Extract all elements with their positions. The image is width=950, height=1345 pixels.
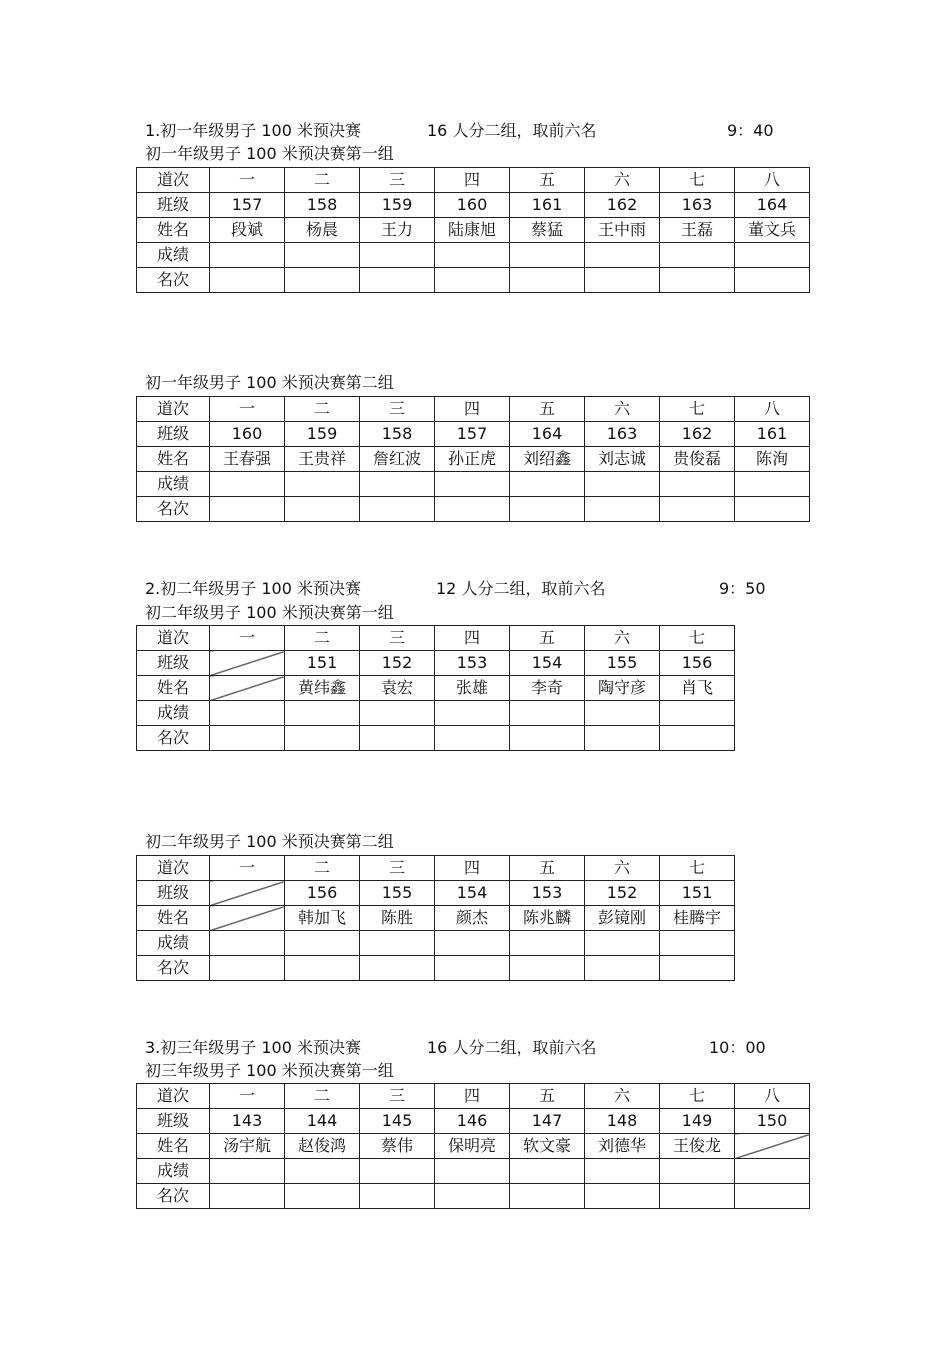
result-cell bbox=[585, 701, 660, 726]
class-cell: 149 bbox=[660, 1109, 735, 1134]
row-label: 班级 bbox=[137, 651, 210, 676]
lane-cell: 五 bbox=[510, 168, 585, 193]
rank-cell bbox=[360, 1184, 435, 1209]
result-cell bbox=[360, 243, 435, 268]
rank-cell bbox=[660, 956, 735, 981]
lane-cell: 一 bbox=[210, 1084, 285, 1109]
row-label: 姓名 bbox=[137, 447, 210, 472]
result-cell bbox=[285, 931, 360, 956]
rank-cell bbox=[660, 1184, 735, 1209]
event-title: 3.初三年级男子 100 米预决赛 bbox=[145, 1038, 361, 1057]
group-title: 初二年级男子 100 米预决赛第一组 bbox=[145, 603, 394, 622]
result-cell bbox=[585, 243, 660, 268]
class-cell: 151 bbox=[285, 651, 360, 676]
athlete-name-cell: 王磊 bbox=[660, 218, 735, 243]
rank-cell bbox=[435, 726, 510, 751]
lane-cell: 二 bbox=[285, 1084, 360, 1109]
class-cell: 152 bbox=[585, 881, 660, 906]
class-cell: 155 bbox=[585, 651, 660, 676]
rank-cell bbox=[510, 1184, 585, 1209]
row-label: 名次 bbox=[137, 1184, 210, 1209]
lane-cell: 三 bbox=[360, 168, 435, 193]
rank-cell bbox=[735, 1184, 810, 1209]
event-title: 1.初一年级男子 100 米预决赛 bbox=[145, 121, 361, 140]
lane-cell: 五 bbox=[510, 1084, 585, 1109]
row-label: 名次 bbox=[137, 956, 210, 981]
row-label: 成绩 bbox=[137, 1159, 210, 1184]
lane-cell: 七 bbox=[660, 626, 735, 651]
class-cell: 161 bbox=[735, 422, 810, 447]
rank-cell bbox=[210, 956, 285, 981]
lane-cell: 七 bbox=[660, 168, 735, 193]
row-label: 成绩 bbox=[137, 701, 210, 726]
athlete-name-cell: 王力 bbox=[360, 218, 435, 243]
empty-lane-cell bbox=[735, 1134, 810, 1159]
athlete-name-cell: 袁宏 bbox=[360, 676, 435, 701]
lane-cell: 六 bbox=[585, 1084, 660, 1109]
heat-table bbox=[136, 167, 810, 293]
lane-row bbox=[137, 1084, 810, 1109]
lane-cell: 三 bbox=[360, 397, 435, 422]
lane-cell: 八 bbox=[735, 168, 810, 193]
result-cell bbox=[660, 243, 735, 268]
rank-cell bbox=[285, 268, 360, 293]
rank-cell bbox=[435, 268, 510, 293]
rank-cell bbox=[735, 497, 810, 522]
lane-row bbox=[137, 168, 810, 193]
result-cell bbox=[285, 701, 360, 726]
rank-cell bbox=[660, 497, 735, 522]
result-cell bbox=[735, 1159, 810, 1184]
athlete-name-cell: 段斌 bbox=[210, 218, 285, 243]
group-title: 初三年级男子 100 米预决赛第一组 bbox=[145, 1061, 394, 1080]
heat-table bbox=[136, 625, 735, 751]
result-cell bbox=[435, 931, 510, 956]
rank-cell bbox=[360, 497, 435, 522]
class-cell: 156 bbox=[660, 651, 735, 676]
event-time: 9：50 bbox=[719, 579, 766, 598]
athlete-name-cell: 陈胜 bbox=[360, 906, 435, 931]
rank-cell bbox=[660, 268, 735, 293]
athlete-name-cell: 赵俊鸿 bbox=[285, 1134, 360, 1159]
athlete-name-cell: 刘绍鑫 bbox=[510, 447, 585, 472]
event-note: 12 人分二组，取前六名 bbox=[436, 579, 606, 598]
athlete-name-cell: 彭镜刚 bbox=[585, 906, 660, 931]
empty-lane-cell bbox=[210, 881, 285, 906]
class-cell: 159 bbox=[285, 422, 360, 447]
result-cell bbox=[435, 701, 510, 726]
class-cell: 143 bbox=[210, 1109, 285, 1134]
row-label: 道次 bbox=[137, 397, 210, 422]
result-cell bbox=[735, 472, 810, 497]
row-label: 道次 bbox=[137, 856, 210, 881]
name-row bbox=[137, 1134, 810, 1159]
rank-row bbox=[137, 726, 735, 751]
class-cell: 164 bbox=[735, 193, 810, 218]
event-3-heading bbox=[145, 1038, 845, 1058]
empty-lane-cell bbox=[210, 906, 285, 931]
athlete-name-cell: 王中雨 bbox=[585, 218, 660, 243]
rank-cell bbox=[435, 956, 510, 981]
class-row bbox=[137, 193, 810, 218]
result-cell bbox=[660, 472, 735, 497]
row-label: 道次 bbox=[137, 1084, 210, 1109]
class-cell: 164 bbox=[510, 422, 585, 447]
event-note: 16 人分二组，取前六名 bbox=[427, 1038, 597, 1057]
event-time: 9：40 bbox=[727, 121, 774, 140]
rank-cell bbox=[735, 268, 810, 293]
class-cell: 145 bbox=[360, 1109, 435, 1134]
result-cell bbox=[660, 701, 735, 726]
rank-cell bbox=[210, 497, 285, 522]
athlete-name-cell: 韩加飞 bbox=[285, 906, 360, 931]
athlete-name-cell: 张雄 bbox=[435, 676, 510, 701]
empty-lane-cell bbox=[210, 676, 285, 701]
rank-cell bbox=[285, 497, 360, 522]
row-label: 姓名 bbox=[137, 906, 210, 931]
row-label: 姓名 bbox=[137, 676, 210, 701]
result-cell bbox=[435, 472, 510, 497]
class-cell: 154 bbox=[435, 881, 510, 906]
athlete-name-cell: 杨晨 bbox=[285, 218, 360, 243]
name-row bbox=[137, 906, 735, 931]
result-cell bbox=[660, 931, 735, 956]
event-1-heading bbox=[145, 121, 845, 141]
lane-cell: 一 bbox=[210, 856, 285, 881]
rank-cell bbox=[210, 726, 285, 751]
lane-cell: 四 bbox=[435, 397, 510, 422]
row-label: 道次 bbox=[137, 168, 210, 193]
rank-cell bbox=[285, 956, 360, 981]
rank-cell bbox=[585, 726, 660, 751]
lane-cell: 二 bbox=[285, 626, 360, 651]
row-label: 名次 bbox=[137, 268, 210, 293]
class-cell: 156 bbox=[285, 881, 360, 906]
class-cell: 147 bbox=[510, 1109, 585, 1134]
group-title: 初一年级男子 100 米预决赛第一组 bbox=[145, 144, 394, 163]
group-title: 初二年级男子 100 米预决赛第二组 bbox=[145, 832, 394, 851]
athlete-name-cell: 保明亮 bbox=[435, 1134, 510, 1159]
class-cell: 163 bbox=[585, 422, 660, 447]
class-cell: 162 bbox=[585, 193, 660, 218]
heat-table bbox=[136, 1083, 810, 1209]
heat-table bbox=[136, 396, 810, 522]
result-cell bbox=[660, 1159, 735, 1184]
result-cell bbox=[510, 931, 585, 956]
athlete-name-cell: 软文豪 bbox=[510, 1134, 585, 1159]
athlete-name-cell: 桂腾宇 bbox=[660, 906, 735, 931]
row-label: 班级 bbox=[137, 881, 210, 906]
row-label: 成绩 bbox=[137, 243, 210, 268]
row-label: 名次 bbox=[137, 726, 210, 751]
rank-cell bbox=[585, 268, 660, 293]
rank-cell bbox=[360, 956, 435, 981]
rank-cell bbox=[510, 956, 585, 981]
result-cell bbox=[285, 1159, 360, 1184]
result-cell bbox=[735, 243, 810, 268]
event-note: 16 人分二组，取前六名 bbox=[427, 121, 597, 140]
lane-cell: 七 bbox=[660, 397, 735, 422]
name-row bbox=[137, 218, 810, 243]
athlete-name-cell: 陆康旭 bbox=[435, 218, 510, 243]
result-row bbox=[137, 931, 735, 956]
result-cell bbox=[210, 931, 285, 956]
lane-cell: 七 bbox=[660, 1084, 735, 1109]
result-cell bbox=[360, 1159, 435, 1184]
rank-cell bbox=[360, 268, 435, 293]
athlete-name-cell: 陈兆麟 bbox=[510, 906, 585, 931]
result-cell bbox=[210, 243, 285, 268]
athlete-name-cell: 蔡猛 bbox=[510, 218, 585, 243]
lane-cell: 四 bbox=[435, 626, 510, 651]
lane-cell: 三 bbox=[360, 1084, 435, 1109]
athlete-name-cell: 王俊龙 bbox=[660, 1134, 735, 1159]
lane-cell: 四 bbox=[435, 856, 510, 881]
lane-cell: 二 bbox=[285, 856, 360, 881]
result-cell bbox=[210, 701, 285, 726]
class-cell: 153 bbox=[435, 651, 510, 676]
result-row bbox=[137, 701, 735, 726]
row-label: 班级 bbox=[137, 193, 210, 218]
class-row bbox=[137, 1109, 810, 1134]
rank-cell bbox=[660, 726, 735, 751]
athlete-name-cell: 刘志诚 bbox=[585, 447, 660, 472]
rank-cell bbox=[210, 1184, 285, 1209]
class-cell: 151 bbox=[660, 881, 735, 906]
result-cell bbox=[285, 243, 360, 268]
row-label: 道次 bbox=[137, 626, 210, 651]
result-cell bbox=[510, 701, 585, 726]
rank-cell bbox=[585, 1184, 660, 1209]
lane-row bbox=[137, 397, 810, 422]
athlete-name-cell: 贵俊磊 bbox=[660, 447, 735, 472]
lane-cell: 二 bbox=[285, 168, 360, 193]
result-cell bbox=[210, 472, 285, 497]
class-cell: 163 bbox=[660, 193, 735, 218]
lane-cell: 六 bbox=[585, 397, 660, 422]
class-cell: 144 bbox=[285, 1109, 360, 1134]
lane-cell: 八 bbox=[735, 1084, 810, 1109]
event-title: 2.初二年级男子 100 米预决赛 bbox=[145, 579, 361, 598]
class-cell: 162 bbox=[660, 422, 735, 447]
lane-cell: 四 bbox=[435, 1084, 510, 1109]
class-cell: 159 bbox=[360, 193, 435, 218]
result-cell bbox=[585, 472, 660, 497]
lane-cell: 一 bbox=[210, 626, 285, 651]
rank-cell bbox=[510, 497, 585, 522]
lane-cell: 六 bbox=[585, 626, 660, 651]
athlete-name-cell: 陈洵 bbox=[735, 447, 810, 472]
lane-cell: 五 bbox=[510, 856, 585, 881]
result-cell bbox=[585, 931, 660, 956]
lane-row bbox=[137, 856, 735, 881]
name-row bbox=[137, 676, 735, 701]
rank-cell bbox=[510, 268, 585, 293]
rank-cell bbox=[510, 726, 585, 751]
athlete-name-cell: 颜杰 bbox=[435, 906, 510, 931]
name-row bbox=[137, 447, 810, 472]
class-cell: 150 bbox=[735, 1109, 810, 1134]
class-cell: 146 bbox=[435, 1109, 510, 1134]
rank-cell bbox=[360, 726, 435, 751]
rank-cell bbox=[435, 497, 510, 522]
athlete-name-cell: 董文兵 bbox=[735, 218, 810, 243]
lane-cell: 一 bbox=[210, 168, 285, 193]
lane-row bbox=[137, 626, 735, 651]
lane-cell: 八 bbox=[735, 397, 810, 422]
result-row bbox=[137, 243, 810, 268]
lane-cell: 四 bbox=[435, 168, 510, 193]
lane-cell: 一 bbox=[210, 397, 285, 422]
class-row bbox=[137, 651, 735, 676]
empty-lane-cell bbox=[210, 651, 285, 676]
row-label: 成绩 bbox=[137, 931, 210, 956]
rank-cell bbox=[285, 1184, 360, 1209]
athlete-name-cell: 詹红波 bbox=[360, 447, 435, 472]
class-cell: 148 bbox=[585, 1109, 660, 1134]
class-cell: 152 bbox=[360, 651, 435, 676]
class-cell: 154 bbox=[510, 651, 585, 676]
class-cell: 155 bbox=[360, 881, 435, 906]
rank-row bbox=[137, 268, 810, 293]
lane-cell: 三 bbox=[360, 856, 435, 881]
row-label: 成绩 bbox=[137, 472, 210, 497]
result-cell bbox=[585, 1159, 660, 1184]
class-cell: 160 bbox=[210, 422, 285, 447]
result-cell bbox=[510, 472, 585, 497]
athlete-name-cell: 孙正虎 bbox=[435, 447, 510, 472]
rank-cell bbox=[285, 726, 360, 751]
result-row bbox=[137, 472, 810, 497]
class-cell: 158 bbox=[285, 193, 360, 218]
athlete-name-cell: 陶守彦 bbox=[585, 676, 660, 701]
row-label: 姓名 bbox=[137, 218, 210, 243]
athlete-name-cell: 蔡伟 bbox=[360, 1134, 435, 1159]
result-cell bbox=[510, 243, 585, 268]
athlete-name-cell: 刘德华 bbox=[585, 1134, 660, 1159]
heat-table bbox=[136, 855, 735, 981]
class-row bbox=[137, 881, 735, 906]
athlete-name-cell: 王春强 bbox=[210, 447, 285, 472]
row-label: 名次 bbox=[137, 497, 210, 522]
lane-cell: 五 bbox=[510, 397, 585, 422]
row-label: 班级 bbox=[137, 422, 210, 447]
row-label: 姓名 bbox=[137, 1134, 210, 1159]
athlete-name-cell: 肖飞 bbox=[660, 676, 735, 701]
rank-cell bbox=[585, 497, 660, 522]
athlete-name-cell: 汤宇航 bbox=[210, 1134, 285, 1159]
class-cell: 160 bbox=[435, 193, 510, 218]
event-2-heading bbox=[145, 579, 845, 599]
class-cell: 158 bbox=[360, 422, 435, 447]
lane-cell: 七 bbox=[660, 856, 735, 881]
result-cell bbox=[285, 472, 360, 497]
event-time: 10：00 bbox=[709, 1038, 766, 1057]
rank-cell bbox=[585, 956, 660, 981]
result-cell bbox=[360, 931, 435, 956]
class-cell: 153 bbox=[510, 881, 585, 906]
rank-row bbox=[137, 956, 735, 981]
lane-cell: 二 bbox=[285, 397, 360, 422]
result-row bbox=[137, 1159, 810, 1184]
row-label: 班级 bbox=[137, 1109, 210, 1134]
athlete-name-cell: 王贵祥 bbox=[285, 447, 360, 472]
lane-cell: 三 bbox=[360, 626, 435, 651]
result-cell bbox=[435, 1159, 510, 1184]
result-cell bbox=[210, 1159, 285, 1184]
result-cell bbox=[360, 701, 435, 726]
result-cell bbox=[510, 1159, 585, 1184]
athlete-name-cell: 黄纬鑫 bbox=[285, 676, 360, 701]
lane-cell: 五 bbox=[510, 626, 585, 651]
rank-cell bbox=[435, 1184, 510, 1209]
result-cell bbox=[435, 243, 510, 268]
lane-cell: 六 bbox=[585, 168, 660, 193]
class-cell: 157 bbox=[210, 193, 285, 218]
rank-row bbox=[137, 497, 810, 522]
rank-row bbox=[137, 1184, 810, 1209]
lane-cell: 六 bbox=[585, 856, 660, 881]
class-cell: 161 bbox=[510, 193, 585, 218]
class-cell: 157 bbox=[435, 422, 510, 447]
athlete-name-cell: 李奇 bbox=[510, 676, 585, 701]
group-title: 初一年级男子 100 米预决赛第二组 bbox=[145, 373, 394, 392]
rank-cell bbox=[210, 268, 285, 293]
result-cell bbox=[360, 472, 435, 497]
class-row bbox=[137, 422, 810, 447]
